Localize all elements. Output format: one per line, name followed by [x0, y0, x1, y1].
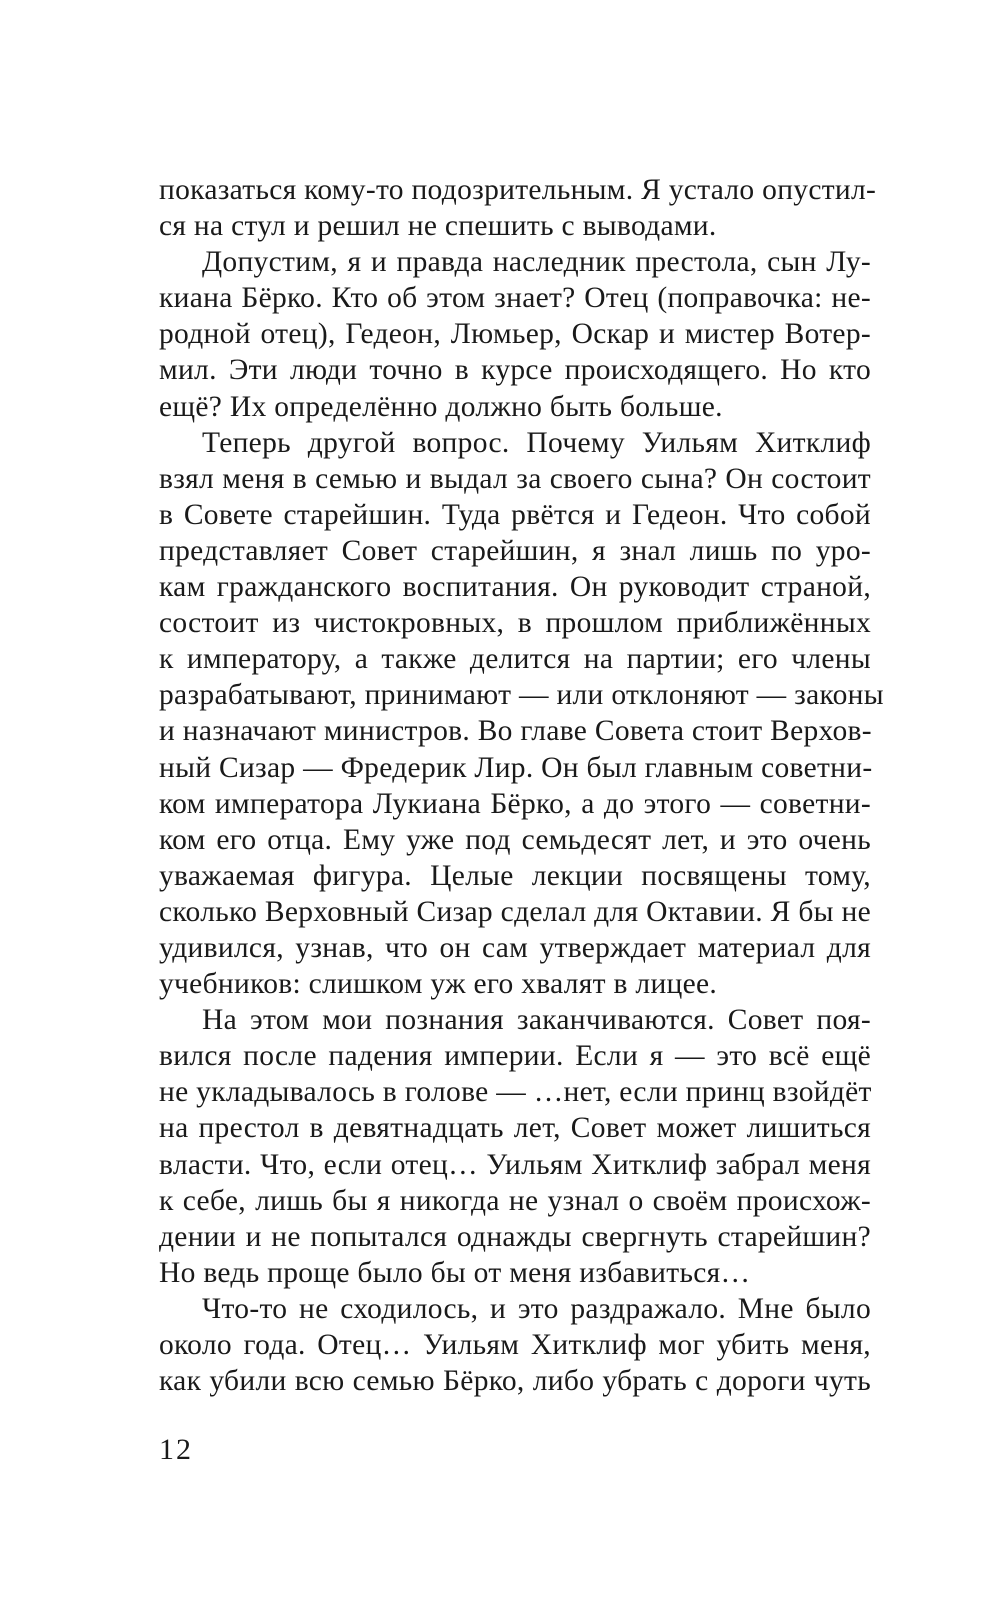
text-line: представляет Совет старейшин, я знал лишь по уро- [159, 534, 871, 567]
text-line: власти. Что, если отец… Уильям Хитклиф забрал меня [159, 1148, 871, 1181]
text-line: дении и не попытался однажды свергнуть старейшин? [159, 1220, 871, 1253]
text-line: Теперь другой вопрос. Почему Уильям Хитклиф [202, 426, 871, 459]
text-line: Что-то не сходилось, и это раздражало. Мне было [202, 1292, 871, 1325]
text-line: к императору, а также делится на партии; его члены [159, 643, 871, 676]
text-line: и назначают министров. Во главе Совета стоит Верхов- [159, 715, 872, 748]
text-line: мил. Эти люди точно в курсе происходящего. Но кто [159, 354, 871, 387]
text-line: учебников: слишком уж его хвалят в лицее. [159, 968, 718, 1001]
text-line: около года. Отец… Уильям Хитклиф мог убить меня, [159, 1329, 871, 1361]
text-line: родной отец), Гедеон, Люмьер, Оскар и мистер Вотер- [159, 318, 871, 351]
text-line: как убили всю семью Бёрко, либо убрать с дороги чуть [159, 1365, 871, 1398]
text-line: ком его отца. Ему уже под семьдесят лет, и это очень [159, 823, 871, 856]
text-line: ный Сизар — Фредерик Лир. Он был главным советни- [159, 751, 873, 784]
text-line: в Совете старейшин. Туда рвётся и Гедеон. Что собой [159, 498, 871, 531]
text-line: взял меня в семью и выдал за своего сына? Он состоит [159, 462, 871, 495]
text-line: Но ведь проще было бы от меня избавиться… [159, 1256, 751, 1289]
text-line: разрабатывают, принимают — или отклоняют — законы [159, 679, 884, 712]
text-line: состоит из чистокровных, в прошлом приближённых [159, 607, 871, 640]
text-line: вился после падения империи. Если я — это всё ещё [159, 1040, 871, 1073]
text-line: показаться кому-то подозрительным. Я устало опустил- [159, 174, 877, 206]
text-line: на престол в девятнадцать лет, Совет может лишиться [159, 1112, 871, 1145]
text-line: киана Бёрко. Кто об этом знает? Отец (поправочка: не- [159, 282, 871, 315]
text-line: уважаемая фигура. Целые лекции посвящены тому, [159, 859, 871, 892]
text-line: кам гражданского воспитания. Он руководит страной, [159, 571, 871, 604]
page-number: 12 [159, 1433, 193, 1466]
text-line: ся на стул и решил не спешить с выводами. [159, 210, 717, 243]
body-text [159, 172, 884, 1399]
text-line: ещё? Их определённо должно быть больше. [159, 390, 723, 423]
text-line: ком императора Лукиана Бёрко, а до этого — советни- [159, 787, 871, 820]
text-line: удивился, узнав, что он сам утверждает материал для [159, 931, 871, 964]
text-line: Допустим, я и правда наследник престола, сын Лу- [202, 246, 871, 279]
text-line: сколько Верховный Сизар сделал для Октавии. Я бы не [159, 895, 871, 928]
text-line: к себе, лишь бы я никогда не узнал о своём происхож- [159, 1184, 871, 1217]
text-line: На этом мои познания заканчиваются. Совет поя- [202, 1004, 871, 1037]
text-line: не укладывалось в голове — …нет, если принц взойдёт [159, 1076, 872, 1109]
